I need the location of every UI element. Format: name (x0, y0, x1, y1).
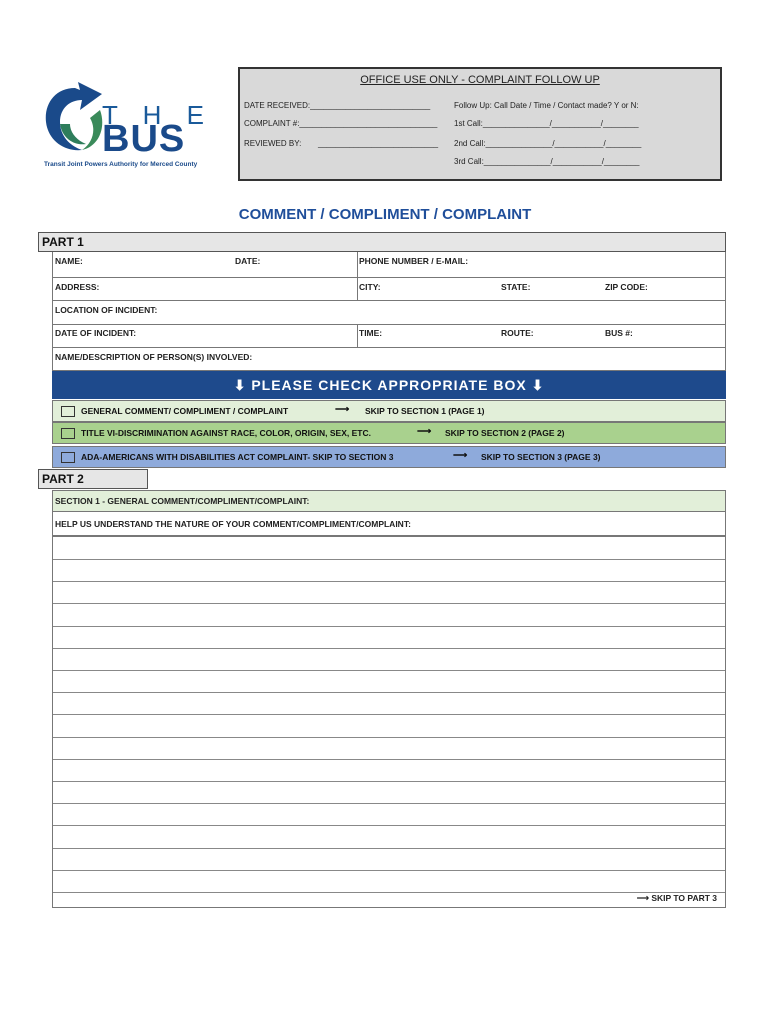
comment-line (53, 603, 725, 604)
check-box-header (52, 371, 726, 399)
persons-involved-label[interactable]: NAME/DESCRIPTION OF PERSON(S) INVOLVED: (55, 352, 253, 362)
check-header-text: PLEASE CHECK APPROPRIATE BOX (251, 377, 527, 393)
bus-number-label[interactable]: BUS #: (605, 328, 633, 338)
section1-label: SECTION 1 - GENERAL COMMENT/COMPLIMENT/COMPLAINT: (55, 496, 310, 506)
reviewed-by-field[interactable]: ___________________________ (318, 139, 439, 148)
address-label[interactable]: ADDRESS: (55, 282, 100, 292)
date-received-field[interactable]: DATE RECEIVED:___________________________ (244, 101, 431, 110)
address-row (52, 278, 726, 301)
reviewed-by-label: REVIEWED BY: (244, 139, 302, 148)
comment-line (53, 759, 725, 760)
logo-the-text: T H E (102, 100, 213, 130)
option-general-skip: SKIP TO SECTION 1 (PAGE 1) (365, 406, 485, 416)
general-checkbox[interactable] (61, 406, 75, 417)
comment-line (53, 892, 725, 893)
second-call-field[interactable]: 2nd Call:_______________/___________/________ (454, 139, 642, 148)
comment-line (53, 737, 725, 738)
logo-bus-text: BUS (102, 118, 186, 160)
comment-line (53, 559, 725, 560)
persons-row (52, 348, 726, 371)
option-general-text: GENERAL COMMENT/ COMPLIMENT / COMPLAINT (81, 406, 289, 416)
phone-email-label[interactable]: PHONE NUMBER / E-MAIL: (359, 256, 469, 266)
zip-label[interactable]: ZIP CODE: (605, 282, 648, 292)
office-title: OFFICE USE ONLY - COMPLAINT FOLLOW UP (360, 74, 600, 86)
comment-line (53, 803, 725, 804)
option-title-vi-text: TITLE VI-DISCRIMINATION AGAINST RACE, COLOR, ORIGIN, SEX, ETC. (81, 428, 371, 438)
help-label: HELP US UNDERSTAND THE NATURE OF YOUR COMMENT/COMPLIMENT/COMPLAINT: (55, 519, 411, 529)
incident-row (52, 325, 726, 348)
location-label[interactable]: LOCATION OF INCIDENT: (55, 305, 158, 315)
comment-line (53, 670, 725, 671)
down-arrow-icon: ⬇ (233, 377, 247, 393)
name-row (52, 252, 726, 278)
comment-line (53, 825, 725, 826)
date-incident-label[interactable]: DATE OF INCIDENT: (55, 328, 137, 338)
title-vi-checkbox[interactable] (61, 428, 75, 439)
comment-lines-area[interactable] (52, 536, 726, 908)
comment-line (53, 692, 725, 693)
down-arrow-icon: ⬇ (531, 377, 545, 393)
name-label[interactable]: NAME: (55, 256, 83, 266)
comment-line (53, 648, 725, 649)
skip-part3-text: SKIP TO PART 3 (651, 893, 717, 903)
comment-line (53, 781, 725, 782)
bus-swirl-icon (40, 80, 110, 160)
state-label[interactable]: STATE: (501, 282, 531, 292)
date-label[interactable]: DATE: (235, 256, 261, 266)
part2-header: PART 2 (38, 469, 148, 489)
comment-line (53, 581, 725, 582)
ada-checkbox[interactable] (61, 452, 75, 463)
comment-line (53, 870, 725, 871)
option-ada-skip: SKIP TO SECTION 3 (PAGE 3) (481, 452, 601, 462)
third-call-field[interactable]: 3rd Call:_______________/___________/________ (454, 157, 640, 166)
right-arrow-icon: ⟶ (335, 404, 350, 415)
help-row (52, 512, 726, 536)
followup-header: Follow Up: Call Date / Time / Contact made? Y or N: (454, 101, 639, 110)
right-arrow-icon: ⟶ (417, 426, 432, 437)
location-row (52, 301, 726, 325)
time-label[interactable]: TIME: (359, 328, 383, 338)
option-general (52, 400, 726, 422)
comment-line (53, 848, 725, 849)
right-arrow-icon: ⟶ (636, 893, 649, 903)
first-call-field[interactable]: 1st Call:_______________/___________/________ (454, 119, 639, 128)
logo-tagline: Transit Joint Powers Authority for Merced County (44, 161, 198, 168)
city-label[interactable]: CITY: (359, 282, 381, 292)
option-ada (52, 446, 726, 468)
option-ada-text: ADA-AMERICANS WITH DISABILITIES ACT COMPLAINT- SKIP TO SECTION 3 (81, 452, 394, 462)
comment-line (53, 626, 725, 627)
option-title-vi (52, 422, 726, 444)
right-arrow-icon: ⟶ (453, 450, 468, 461)
section1-row (52, 490, 726, 512)
complaint-number-field[interactable]: COMPLAINT #:_______________________________ (244, 119, 438, 128)
form-title: COMMENT / COMPLIMENT / COMPLAINT (238, 206, 532, 223)
option-title-vi-skip: SKIP TO SECTION 2 (PAGE 2) (445, 428, 565, 438)
comment-line (53, 714, 725, 715)
route-label[interactable]: ROUTE: (501, 328, 534, 338)
office-use-box (238, 67, 722, 181)
part1-header: PART 1 (38, 232, 726, 252)
skip-part3 (637, 893, 717, 904)
